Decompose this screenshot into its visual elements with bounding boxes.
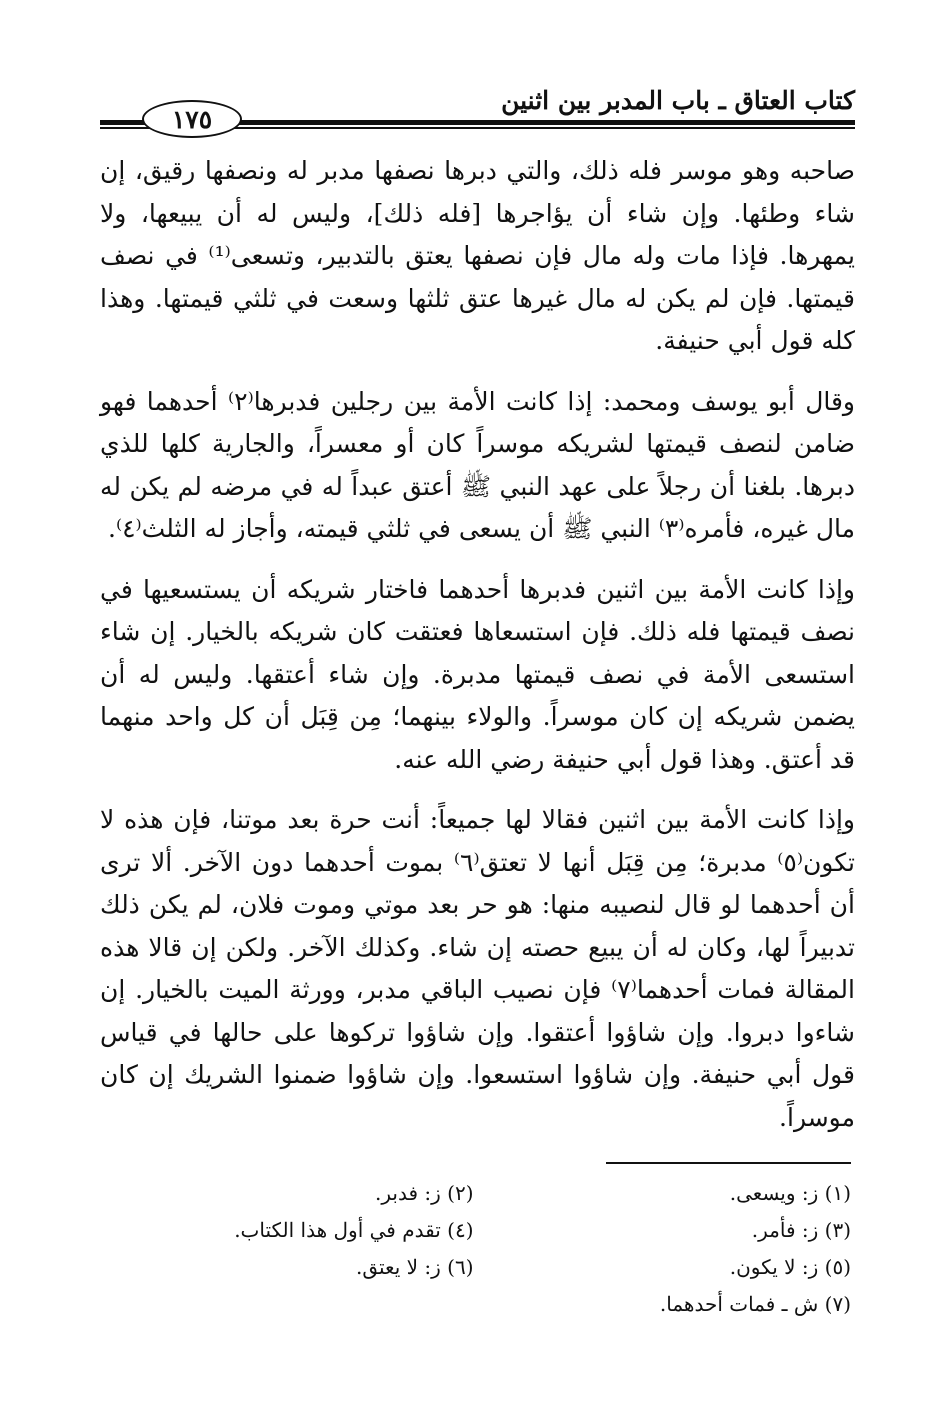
page-header [100,78,855,134]
footnote: (١) ز: ويسعى. [729,1181,851,1205]
footnote: (٥) ز: لا يكون. [729,1255,851,1279]
footnote-row [96,1249,851,1286]
footnote-row [96,1175,851,1212]
running-title: كتاب العتاق ـ باب المدبر بين اثنين [501,86,855,115]
footnote: (٧) ش ـ فمات أحدهما. [659,1292,851,1316]
paragraph: وإذا كانت الأمة بين اثنين فدبرها أحدهما فاختار شريكه أن يستسعيها في نصف قيمتها فله ذلك. فإن استسعاها فعتقت كان شريكه بالخيار. إن شاء استسعى الأمة في نصف قيمتها مدبرة. وإن شاء أعتقها. وليس له أن يضمن شريكه إن كان موسراً. والولاء بينهما؛ مِن قِبَل أن كل واحد منهما قد أعتق. وهذا قول أبي حنيفة رضي الله عنه. [100,574,855,774]
footnote: (٦) ز: لا يعتق. [355,1255,474,1279]
footnote: (٤) تقدم في أول هذا الكتاب. [234,1218,474,1242]
paragraph: وإذا كانت الأمة بين اثنين فقالا لها جميعاً: أنت حرة بعد موتنا، فإن هذه لا تكون⁽٥⁾ مدبرة؛ مِن قِبَل أنها لا تعتق⁽٦⁾ بموت أحدهما دون الآخر. ألا ترى أن أحدهما لو قال لنصيبه منها: هو حر بعد موتي وموت فلان، لم يكن ذلك تدبيراً لها، وكان له أن يبيع حصته إن شاء. وكذلك الآخر. ولكن إن قالا هذه المقالة فمات أحدهما⁽٧⁾ فإن نصيب الباقي مدبر، وورثة الميت بالخيار. إن شاءوا دبروا. وإن شاؤوا أعتقوا. وإن شاؤوا تركوها على حالها في قياس قول أبي حنيفة. وإن شاؤوا استسعوا. وإن شاؤوا ضمنوا الشريك إن كان موسراً. [100,805,855,1132]
page-number: ١٧٥ [171,104,213,134]
footnote-row [96,1212,851,1249]
footnote-row [96,1286,851,1323]
paragraph: وقال أبو يوسف ومحمد: إذا كانت الأمة بين رجلين فدبرها⁽٢⁾ أحدهما فهو ضامن لنصف قيمتها لشريكه موسراً كان أو معسراً، والجارية كلها للذي دبرها. بلغنا أن رجلاً على عهد النبي ﷺ أعتق عبداً له في مرضه لم يكن له مال غيره، فأمره⁽٣⁾ النبي ﷺ أن يسعى في ثلثي قيمته، وأجاز له الثلث⁽٤⁾. [100,386,856,543]
page-number-badge [142,100,242,138]
body-text [100,150,855,1139]
footnote: (٢) ز: فدبر. [375,1181,474,1205]
paragraph: صاحبه وهو موسر فله ذلك، والتي دبرها نصفها مدبر له ونصفها رقيق، إن شاء وطئها. وإن شاء أن يؤاجرها [فله ذلك]، وليس له أن يبيعها، ولا يمهرها. فإذا مات وله مال فإن نصفها يعتق بالتدبير، وتسعى⁽¹⁾ في نصف قيمتها. فإن لم يكن له مال غيرها عتق ثلثها وسعت في ثلثي قيمتها. وهذا كله قول أبي حنيفة. [100,156,855,355]
footnote-separator [606,1162,851,1164]
footnotes [96,1175,851,1323]
footnote: (٣) ز: فأمر. [751,1218,851,1242]
